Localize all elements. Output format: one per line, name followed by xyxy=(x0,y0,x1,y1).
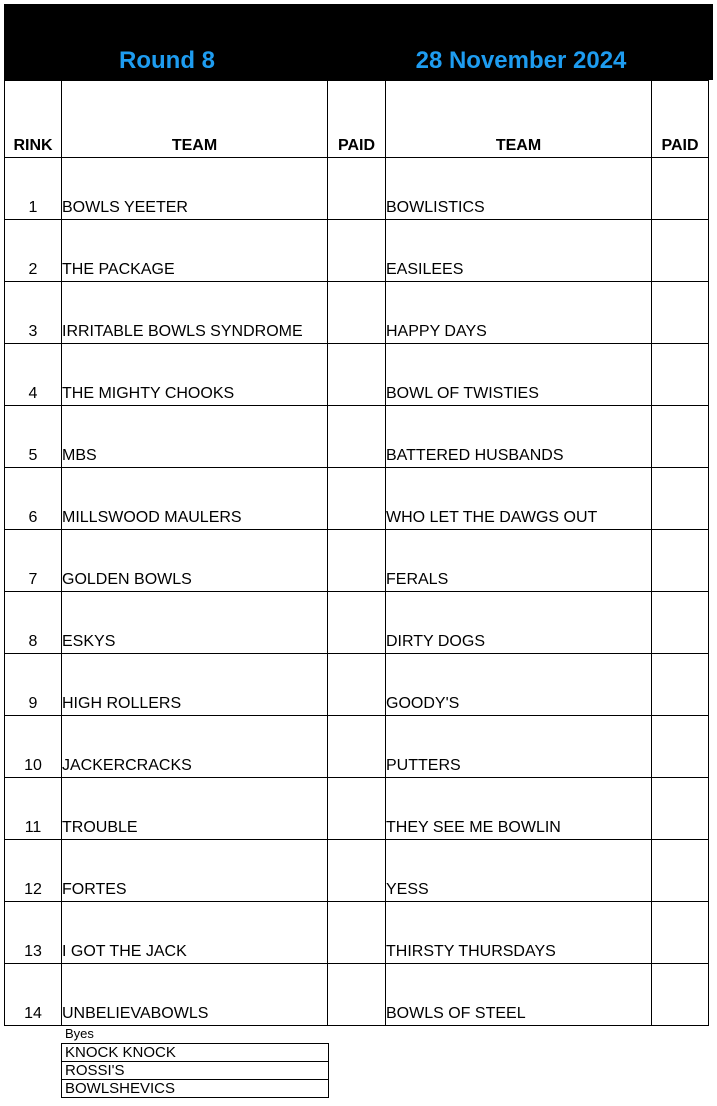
home-team: TROUBLE xyxy=(62,778,328,840)
paid-cell-2 xyxy=(652,468,709,530)
table-row xyxy=(5,406,709,468)
byes-title: Byes xyxy=(65,1026,94,1041)
bye-team: BOWLSHEVICS xyxy=(62,1080,329,1098)
paid-cell-2 xyxy=(652,902,709,964)
table-row xyxy=(5,716,709,778)
paid-cell xyxy=(328,220,386,282)
paid-cell xyxy=(328,158,386,220)
away-team: FERALS xyxy=(386,530,652,592)
away-team: BOWLISTICS xyxy=(386,158,652,220)
home-team: MILLSWOOD MAULERS xyxy=(62,468,328,530)
table-row xyxy=(5,220,709,282)
home-team: UNBELIEVABOWLS xyxy=(62,964,328,1026)
paid-cell xyxy=(328,778,386,840)
paid-cell xyxy=(328,406,386,468)
paid-cell-2 xyxy=(652,282,709,344)
paid-cell-2 xyxy=(652,530,709,592)
rink-number: 5 xyxy=(5,406,62,468)
table-row xyxy=(5,530,709,592)
home-team: IRRITABLE BOWLS SYNDROME xyxy=(62,282,328,344)
away-team: EASILEES xyxy=(386,220,652,282)
away-team: YESS xyxy=(386,840,652,902)
rink-number: 10 xyxy=(5,716,62,778)
home-team: FORTES xyxy=(62,840,328,902)
paid-cell xyxy=(328,654,386,716)
away-team: HAPPY DAYS xyxy=(386,282,652,344)
table-row xyxy=(5,468,709,530)
rink-number: 14 xyxy=(5,964,62,1026)
col-header-rink: RINK xyxy=(5,81,62,158)
rink-number: 8 xyxy=(5,592,62,654)
list-item xyxy=(62,1062,329,1080)
round-date: 28 November 2024 xyxy=(415,47,627,74)
round-label: Round 8 xyxy=(119,47,215,74)
table-row xyxy=(5,840,709,902)
home-team: JACKERCRACKS xyxy=(62,716,328,778)
paid-cell-2 xyxy=(652,840,709,902)
paid-cell xyxy=(328,902,386,964)
rink-number: 11 xyxy=(5,778,62,840)
paid-cell xyxy=(328,344,386,406)
paid-cell-2 xyxy=(652,344,709,406)
home-team: THE PACKAGE xyxy=(62,220,328,282)
rink-number: 2 xyxy=(5,220,62,282)
away-team: WHO LET THE DAWGS OUT xyxy=(386,468,652,530)
table-row xyxy=(5,158,709,220)
list-item xyxy=(62,1080,329,1098)
rink-number: 12 xyxy=(5,840,62,902)
paid-cell-2 xyxy=(652,220,709,282)
rink-number: 13 xyxy=(5,902,62,964)
list-item xyxy=(62,1044,329,1062)
rink-number: 3 xyxy=(5,282,62,344)
col-header-paid: PAID xyxy=(328,81,386,158)
table-row xyxy=(5,654,709,716)
paid-cell xyxy=(328,530,386,592)
paid-cell xyxy=(328,592,386,654)
paid-cell-2 xyxy=(652,654,709,716)
home-team: I GOT THE JACK xyxy=(62,902,328,964)
away-team: PUTTERS xyxy=(386,716,652,778)
rink-number: 9 xyxy=(5,654,62,716)
rink-number: 4 xyxy=(5,344,62,406)
away-team: BOWLS OF STEEL xyxy=(386,964,652,1026)
header-row xyxy=(5,81,709,158)
away-team: BOWL OF TWISTIES xyxy=(386,344,652,406)
paid-cell-2 xyxy=(652,158,709,220)
away-team: DIRTY DOGS xyxy=(386,592,652,654)
col-header-paid-2: PAID xyxy=(652,81,709,158)
col-header-team-2: TEAM xyxy=(386,81,652,158)
home-team: HIGH ROLLERS xyxy=(62,654,328,716)
table-row xyxy=(5,592,709,654)
paid-cell xyxy=(328,282,386,344)
byes-list xyxy=(61,1043,329,1098)
away-team: THIRSTY THURSDAYS xyxy=(386,902,652,964)
paid-cell-2 xyxy=(652,716,709,778)
paid-cell-2 xyxy=(652,592,709,654)
bye-team: KNOCK KNOCK xyxy=(62,1044,329,1062)
bye-team: ROSSI'S xyxy=(62,1062,329,1080)
rink-number: 7 xyxy=(5,530,62,592)
rink-number: 1 xyxy=(5,158,62,220)
home-team: MBS xyxy=(62,406,328,468)
table-row xyxy=(5,778,709,840)
home-team: GOLDEN BOWLS xyxy=(62,530,328,592)
away-team: GOODY'S xyxy=(386,654,652,716)
paid-cell xyxy=(328,468,386,530)
home-team: THE MIGHTY CHOOKS xyxy=(62,344,328,406)
col-header-team: TEAM xyxy=(62,81,328,158)
away-team: BATTERED HUSBANDS xyxy=(386,406,652,468)
away-team: THEY SEE ME BOWLIN xyxy=(386,778,652,840)
rink-number: 6 xyxy=(5,468,62,530)
table-row xyxy=(5,964,709,1026)
paid-cell xyxy=(328,964,386,1026)
table-row xyxy=(5,344,709,406)
home-team: BOWLS YEETER xyxy=(62,158,328,220)
paid-cell-2 xyxy=(652,778,709,840)
home-team: ESKYS xyxy=(62,592,328,654)
paid-cell-2 xyxy=(652,964,709,1026)
paid-cell xyxy=(328,840,386,902)
paid-cell xyxy=(328,716,386,778)
table-row xyxy=(5,282,709,344)
table-row xyxy=(5,902,709,964)
draw-rows xyxy=(5,158,709,1026)
draw-table xyxy=(4,80,709,1026)
paid-cell-2 xyxy=(652,406,709,468)
